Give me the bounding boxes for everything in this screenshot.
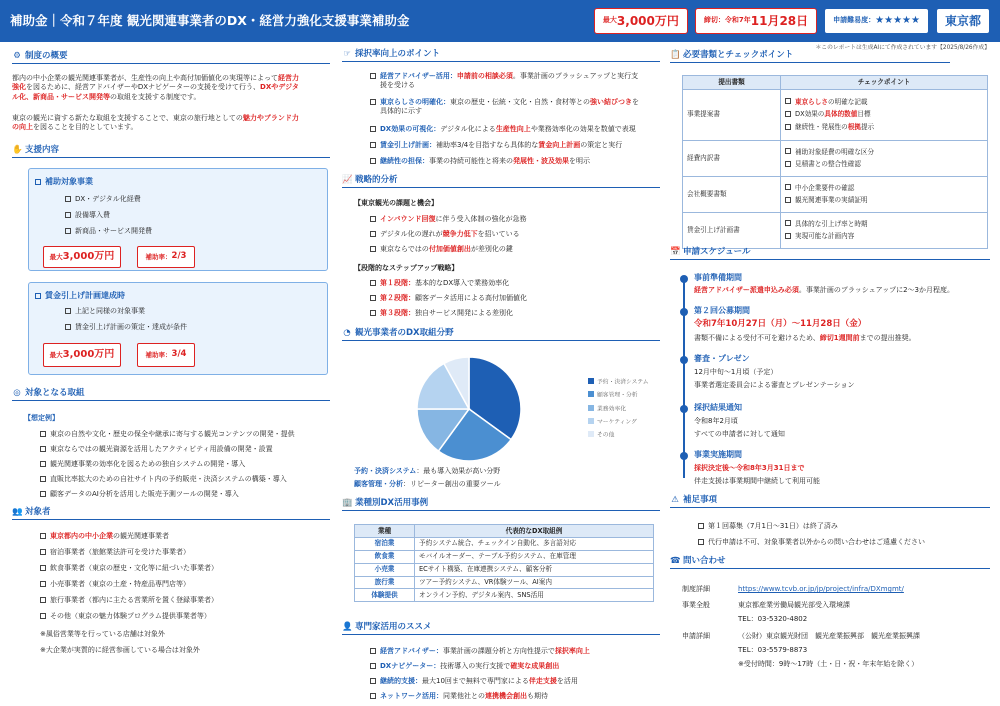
list-item: 東京ならではの観光資源を活用したアクティビティ用設備の開発・設置	[40, 445, 273, 454]
contact-label: 制度詳細	[682, 585, 710, 593]
left-column	[12, 42, 330, 706]
handshake-icon: ✋	[12, 145, 23, 155]
contact-org: 東京都産業労働局観光部受入環境課	[738, 601, 850, 609]
list-item: 東京ならではの付加価値創出が差別化の鍵	[370, 245, 513, 254]
eligible-heading: 👥 対象者	[12, 507, 330, 520]
schedule-step-text: 令和8年2月頃	[694, 417, 738, 425]
list-item: その他（東京の魅力体験プログラム提供事業者等）	[40, 612, 211, 621]
calendar-icon: 📅	[670, 247, 681, 257]
list-item: 上記と同様の対象事業	[65, 307, 145, 316]
check-item: 観光関連事業の実績証明	[785, 196, 983, 205]
list-item: 設備導入費	[65, 211, 110, 220]
table-row: 賃金引上げ計画書 具体的な引上げ率と時期 実現可能な計画内容	[683, 212, 988, 248]
user-tie-icon: 👤	[342, 622, 353, 632]
target-icon: ◎	[13, 388, 21, 398]
list-item: 経営アドバイザー：事業計画の課題分析と方向性提示で採択率向上	[370, 647, 590, 656]
list-item: 第３段階：独自サービス開発による差別化	[370, 309, 513, 318]
list-item: 顧客データのAI分析を活用した販売予測ツールの開発・導入	[40, 490, 239, 499]
list-item: DXナビゲーター：技術導入の実行支援で確実な成果創出	[370, 662, 559, 671]
support-box-wage	[28, 282, 328, 375]
legend-swatch	[588, 418, 594, 424]
deadline-badge: 締切：令和7年 11月28日	[695, 8, 817, 34]
support-box-title: 賃金引上げ計画達成時	[35, 291, 125, 302]
schedule-step-text: すべての申請者に対して通知	[694, 430, 785, 438]
check-item: DX効果の具体的数値目標	[785, 110, 983, 119]
targets-label: 【想定例】	[24, 414, 59, 422]
table-row: 経費内訳書 補助対象経費の明確な区分 見積書との整合性確認	[683, 140, 988, 176]
list-item: 第１回募集（7月1日〜31日）は終了済み	[698, 522, 838, 531]
phone-icon: ☎	[670, 556, 681, 566]
legend-swatch	[588, 431, 594, 437]
list-item: 代行申請は不可、対象事業者以外からの問い合わせはご遠慮ください	[698, 538, 925, 547]
table-row: 飲食業 モバイルオーダー、テーブル予約システム、在庫管理	[355, 550, 654, 563]
overview-heading: ⚙ 制度の概要	[12, 51, 330, 64]
schedule-step-date: 採択決定後〜令和8年3月31日まで	[694, 464, 805, 472]
list-item: 東京都内の中小企業の観光関連事業者	[40, 532, 169, 541]
list-item: 第１段階：基本的なDX導入で業務効率化	[370, 279, 509, 288]
schedule-heading: 📅 申請スケジュール	[670, 247, 990, 260]
contact-link[interactable]: https://www.tcvb.or.jp/jp/project/infra/DXmgmt/	[738, 585, 904, 593]
table-row: 会社概要書類 中小企業要件の確認 観光関連事業の実績証明	[683, 176, 988, 212]
check-item: 具体的な引上げ率と時期	[785, 220, 983, 229]
list-item: DX・デジタル化経費	[65, 195, 141, 204]
table-row: 体験提供 オンライン予約、デジタル案内、SNS活用	[355, 589, 654, 602]
list-item: 新商品・サービス開発費	[65, 227, 152, 236]
building-icon: 🏢	[342, 498, 353, 508]
schedule-step-date: 令和7年10月27日（月）〜11月28日（金）	[694, 319, 867, 329]
timeline-dot	[680, 308, 688, 316]
right-column	[670, 42, 990, 706]
list-item: DX効果の可視化：デジタル化による生産性向上や業務効率化の効果を数値で表現	[370, 125, 636, 134]
rate-pill: 補助率： 2/3	[137, 246, 195, 268]
check-item: 補助対象経費の明確な区分	[785, 148, 983, 157]
pie-chart-icon: ◔	[343, 328, 351, 338]
dx-note: 顧客管理・分析：リピーター創出の重要ツール	[354, 480, 501, 488]
header-bar	[0, 0, 1000, 42]
region-badge: 東京都	[936, 8, 990, 34]
table-row: 小売業 ECサイト構築、在庫連携システム、顧客分析	[355, 563, 654, 576]
list-item: 継続的支援：最大10回まで無料で専門家による伴走支援を活用	[370, 677, 578, 686]
contact-tel: TEL：03-5579-8873	[738, 646, 808, 654]
pointer-icon: ☞	[343, 49, 351, 59]
rate-pill: 補助率： 3/4	[137, 343, 195, 367]
legend-swatch	[588, 391, 594, 397]
support-box-standard	[28, 168, 328, 271]
list-item: 観光関連事業の効率化を図るための独自システムの開発・導入	[40, 460, 245, 469]
max-amount-badge: 最大 3,000万円	[594, 8, 688, 34]
timeline-dot	[680, 356, 688, 364]
difficulty-stars: ★★★★★	[875, 15, 920, 27]
schedule-step-text: 伴走支援は事業期間中継続して利用可能	[694, 477, 820, 485]
legend-item: 顧客管理・分析	[588, 391, 649, 400]
schedule-step-title: 第２回公募期間	[694, 306, 750, 315]
legend-item: その他	[588, 431, 649, 440]
table-row: 旅行業 ツアー予約システム、VR体験ツール、AI案内	[355, 576, 654, 589]
schedule-step-text: 経営アドバイザー派遣申込み必須。事業計画のブラッシュアップに2〜3か月程度。	[694, 286, 955, 294]
industry-heading: 🏢 業種別DX活用事例	[342, 498, 660, 511]
clipboard-icon: 📋	[670, 50, 681, 60]
schedule-step-text: 12月中旬〜1月頃（予定）	[694, 368, 778, 376]
timeline-dot	[680, 452, 688, 460]
legend-item: 業務効率化	[588, 405, 649, 414]
dx-pie-chart	[414, 354, 524, 464]
contact-tel: TEL：03-5320-4802	[738, 615, 808, 623]
contact-heading: ☎ 問い合わせ	[670, 556, 990, 569]
legend-swatch	[588, 378, 594, 384]
list-item: 東京らしさの明確化：東京の歴史・伝統・文化・自然・食材等との強い結びつきを 具体的に示す	[370, 98, 660, 117]
docs-heading: 📋 必要書類とチェックポイント	[670, 50, 950, 63]
overview-text-2: 東京の観光に資する新たな取組を支援することで、東京の旅行地としての魅力やブランド力 の向上を図ることを目的としています。	[12, 114, 299, 132]
list-item: 経営アドバイザー活用：申請前の相談必須。事業計画のブラッシュアップと実行支 援を受ける	[370, 72, 660, 91]
strategy-subheading: 【段階的なステップアップ戦略】	[354, 264, 459, 272]
eligible-note: ※大企業が実質的に経営参画している場合は対象外	[40, 646, 200, 654]
people-icon: 👥	[12, 507, 23, 517]
gear-icon: ⚙	[13, 51, 21, 61]
dx-note: 予約・決済システム：最も導入効果が高い分野	[354, 467, 501, 475]
strategy-subheading: 【東京観光の課題と機会】	[354, 199, 438, 207]
check-item: 中小企業要件の確認	[785, 184, 983, 193]
schedule-step-title: 審査・プレゼン	[694, 354, 750, 363]
industry-table: 業種 代表的なDX取組例 宿泊業 予約システム統合、チェックイン自動化、多言語対応 飲食業 モバイルオーダー、テーブル予約システム、在庫管理 小売業 ECサイト構築、在庫連携システム、顧客分析 旅行業 ツアー予約システム、VR体験ツール、AI案内 体験提供 オンライン予約、デジタル案内、SNS活用	[354, 524, 654, 602]
support-box-title: 補助対象事業	[35, 177, 93, 188]
eligible-note: ※風俗営業等を行っている店舗は対象外	[40, 630, 165, 638]
list-item: 賃金引上げ計画の策定・達成が条件	[65, 323, 187, 332]
contact-label: 事業全般	[682, 601, 710, 609]
contact-org: （公財）東京観光財団 観光産業振興部 観光産業振興課	[738, 632, 920, 640]
expert-heading: 👤 専門家活用のススメ	[342, 622, 660, 635]
list-item: ネットワーク活用：同業他社との連携機会創出も期待	[370, 692, 548, 701]
timeline-dot	[680, 405, 688, 413]
schedule-step-title: 事業実施期間	[694, 450, 742, 459]
list-item: デジタル化の遅れが競争力低下を招いている	[370, 230, 520, 239]
list-item: 第２段階：顧客データ活用による高付加価値化	[370, 294, 527, 303]
difficulty-badge: 申請難易度： ★★★★★	[824, 8, 929, 34]
legend-swatch	[588, 405, 594, 411]
legend-item: 予約・決済システム	[588, 378, 649, 387]
targets-heading: ◎ 対象となる取組	[12, 388, 330, 401]
list-item: 東京の自然や文化・歴史の保全や継承に寄与する観光コンテンツの開発・提供	[40, 430, 295, 439]
schedule-step-title: 採択結果通知	[694, 403, 742, 412]
check-item: 東京らしさの明確な記載	[785, 98, 983, 107]
page-title: 補助金｜令和７年度 観光関連事業者のDX・経営力強化支援事業補助金	[10, 12, 410, 28]
strategy-heading: 📈 戦略的分析	[342, 175, 660, 188]
warning-icon: ⚠	[671, 495, 679, 505]
list-item: 小売事業者（東京の土産・特産品専門店等）	[40, 580, 190, 589]
dx-legend	[588, 378, 649, 445]
dx-heading: ◔ 観光事業者のDX取組分野	[342, 328, 660, 341]
middle-column	[342, 42, 660, 706]
chart-line-icon: 📈	[342, 175, 353, 185]
table-row: 事業提案書 東京らしさの明確な記載 DX効果の具体的数値目標 継続性・発展性の根拠提示	[683, 89, 988, 140]
check-item: 実現可能な計画内容	[785, 232, 983, 241]
schedule-step-text: 書類不備による受付不可を避けるため、締切1週間前までの提出推奨。	[694, 334, 916, 342]
schedule-step-text: 事業者選定委員会による審査とプレゼンテーション	[694, 381, 855, 389]
max-amount-pill: 最大 3,000万円	[43, 343, 121, 367]
contact-label: 申請詳細	[682, 632, 710, 640]
table-row: 宿泊業 予約システム統合、チェックイン自動化、多言語対応	[355, 537, 654, 550]
list-item: 直販比率拡大のための自社サイト内の予約販売・決済システムの構築・導入	[40, 475, 287, 484]
list-item: 継続性の担保：事業の持続可能性と将来の発展性・波及効果を明示	[370, 157, 590, 166]
support-heading: ✋ 支援内容	[12, 145, 330, 158]
list-item: 宿泊事業者（旅館業法許可を受けた事業者）	[40, 548, 190, 557]
check-item: 継続性・発展性の根拠提示	[785, 123, 983, 132]
legend-item: マーケティング	[588, 418, 649, 427]
list-item: インバウンド回復に伴う受入体制の強化が急務	[370, 215, 527, 224]
list-item: 飲食事業者（東京の歴史・文化等に紐づいた事業者）	[40, 564, 218, 573]
max-amount-pill: 最大 3,000万円	[43, 246, 121, 268]
check-item: 見積書との整合性確認	[785, 160, 983, 169]
supp-heading: ⚠ 補足事項	[670, 495, 990, 508]
ai-note: ＊このレポートは生成AIにて作成されています【2025/8/26作成】	[815, 45, 990, 51]
list-item: 賃金引上げ計画：補助率3/4を目指すなら具体的な賃金向上計画の策定と実行	[370, 141, 622, 150]
points-heading: ☞ 採択率向上のポイント	[342, 49, 660, 62]
docs-table: 提出書類 チェックポイント 事業提案書 東京らしさの明確な記載 DX効果の具体的数値目標 継続性・発展性の根拠提示 経費内訳書 補助対象経費の明確な区分 見積書との整合性確認 会社概要書類 中小企業要件の確認 観光関連事業の実績証明 賃金引上げ計画書 具体的な引上げ率と時期 実現可能な計画内容	[682, 75, 988, 249]
contact-hours: ※受付時間：9時〜17時（土・日・祝・年末年始を除く）	[738, 660, 919, 668]
list-item: 旅行事業者（都内に主たる営業所を置く登録事業者）	[40, 596, 218, 605]
overview-text: 都内の中小企業の観光関連事業者が、生産性の向上や高付加価値化の実現等によって経営力 強化を図るために、経営アドバイザーやDXナビゲーターの支援を受けて行う、DXやデジタ ル化、新商品・サービス開発等の取組を支援する制度です。	[12, 74, 299, 101]
schedule-step-title: 事前準備期間	[694, 273, 742, 282]
timeline-dot	[680, 275, 688, 283]
